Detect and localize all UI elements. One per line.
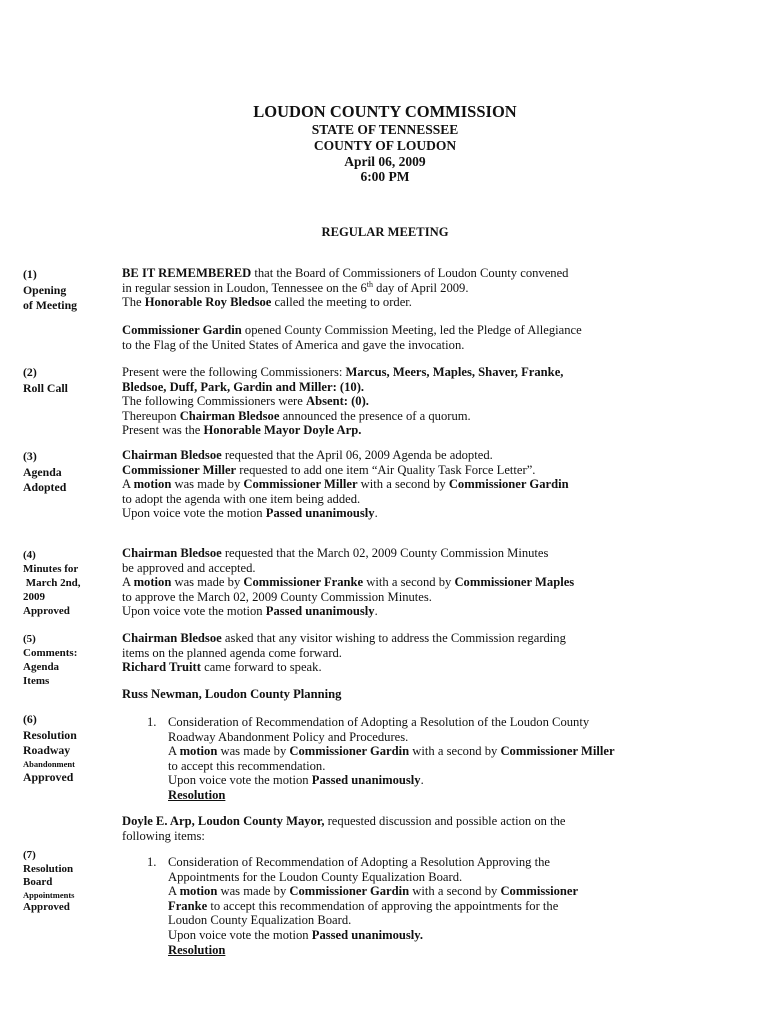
label-line: (1) xyxy=(23,267,37,281)
item-number: 1. xyxy=(147,855,157,869)
label-line: (6) xyxy=(23,712,37,726)
section-6-label xyxy=(23,712,77,785)
label-line: Approved xyxy=(23,605,70,617)
section-4-label xyxy=(23,548,81,618)
label-line: (2) xyxy=(23,365,37,379)
document-title: LOUDON COUNTY COMMISSION xyxy=(253,102,517,121)
resolution-link[interactable]: Resolution xyxy=(168,787,226,802)
meeting-type: REGULAR MEETING xyxy=(321,225,449,239)
section-7-label xyxy=(23,849,74,914)
section-4-text: Chairman Bledsoe requested that the March 02, 2009 County Commission Minutes be approved and accepted. A motion was made by Commissioner Franke with a second by Commissioner Maples to approve the March 02, 2009 County Commission Minutes. Upon voice vote the motion Passed unanimously. xyxy=(122,546,575,619)
label-line: Resolution xyxy=(23,727,77,742)
planning-presenter: Russ Newman, Loudon County Planning xyxy=(122,687,342,701)
section-1-invocation: Commissioner Gardin opened County Commission Meeting, led the Pledge of Allegiance to the Flag of the United States of America and gave the invocation. xyxy=(122,323,582,352)
label-line: (7) xyxy=(23,849,36,861)
label-line: Agenda xyxy=(23,661,60,673)
section-2-text: Present were the following Commissioners: Marcus, Meers, Maples, Shaver, Franke, Bledsoe, Duff, Park, Gardin and Miller: (10). The following Commissioners were Absent: (0). Thereupon Chairman Bledsoe announced the presence of a quorum. Present was the Honorable Mayor Doyle Arp. xyxy=(122,365,564,438)
resolution-link[interactable]: Resolution xyxy=(168,942,226,957)
label-line: Items xyxy=(23,675,50,687)
label-line: Approved xyxy=(23,900,70,913)
label-line: (5) xyxy=(23,633,36,645)
label-line: Approved xyxy=(23,769,74,784)
label-line: Agenda xyxy=(23,464,62,479)
section-5-label xyxy=(23,632,77,688)
label-line: (3) xyxy=(23,449,37,463)
section-2-label xyxy=(23,365,68,396)
label-line: Board xyxy=(23,876,53,888)
label-line: Roadway xyxy=(23,743,71,757)
label-line: Comments: xyxy=(23,647,78,659)
label-line: Abandonment xyxy=(23,758,75,769)
section-6-text: Consideration of Recommendation of Adopting a Resolution of the Loudon County Roadway Abandonment Policy and Procedures. A motion was made by Commissioner Gardin with a second by Commissioner Miller to accept this recommendation. Upon voice vote the motion Passed unanimously. Resolution xyxy=(168,715,615,802)
state-heading: STATE OF TENNESSEE xyxy=(311,122,459,137)
section-3-text: Chairman Bledsoe requested that the April 06, 2009 Agenda be adopted. Commissioner Miller requested to add one item “Air Quality Task Force Letter”. A motion was made by Commissioner Miller with a second by Commissioner Gardin to adopt the agenda with one item being added. Upon voice vote the motion Passed unanimously. xyxy=(122,448,569,521)
section-5-text: Chairman Bledsoe asked that any visitor wishing to address the Commission regarding items on the planned agenda come forward. Richard Truitt came forward to speak. xyxy=(122,631,566,675)
meeting-date: April 06, 2009 xyxy=(344,154,426,169)
section-1-label xyxy=(23,267,77,314)
item-number: 1. xyxy=(147,715,157,729)
section-7-text: Consideration of Recommendation of Adopting a Resolution Approving the Appointments for the Loudon County Equalization Board. A motion was made by Commissioner Gardin with a second by Commissioner Franke to accept this recommendation of approving the appointments for the Loudon County Equalization Board. Upon voice vote the motion Passed unanimously. Resolution xyxy=(168,855,579,957)
section-1-text: BE IT REMEMBERED that the Board of Commissioners of Loudon County convened in regular session in Loudon, Tennessee on the 6th day of April 2009. The Honorable Roy Bledsoe called the meeting to order. xyxy=(122,266,569,310)
section-3-label xyxy=(23,449,66,496)
label-line: Appointments xyxy=(23,889,75,900)
county-heading: COUNTY OF LOUDON xyxy=(313,138,457,153)
label-line: Resolution xyxy=(23,862,74,875)
meeting-time: 6:00 PM xyxy=(360,169,410,184)
label-line: Opening xyxy=(23,282,67,297)
label-line: 2009 xyxy=(23,591,45,603)
label-line: (4) xyxy=(23,549,36,561)
label-line: of Meeting xyxy=(23,298,78,312)
label-line: Roll Call xyxy=(23,380,68,395)
mayor-request: Doyle E. Arp, Loudon County Mayor, requested discussion and possible action on the following items: xyxy=(122,814,566,843)
label-line: March 2nd, xyxy=(23,577,81,589)
label-line: Adopted xyxy=(23,480,67,494)
label-line: Minutes for xyxy=(23,563,79,575)
